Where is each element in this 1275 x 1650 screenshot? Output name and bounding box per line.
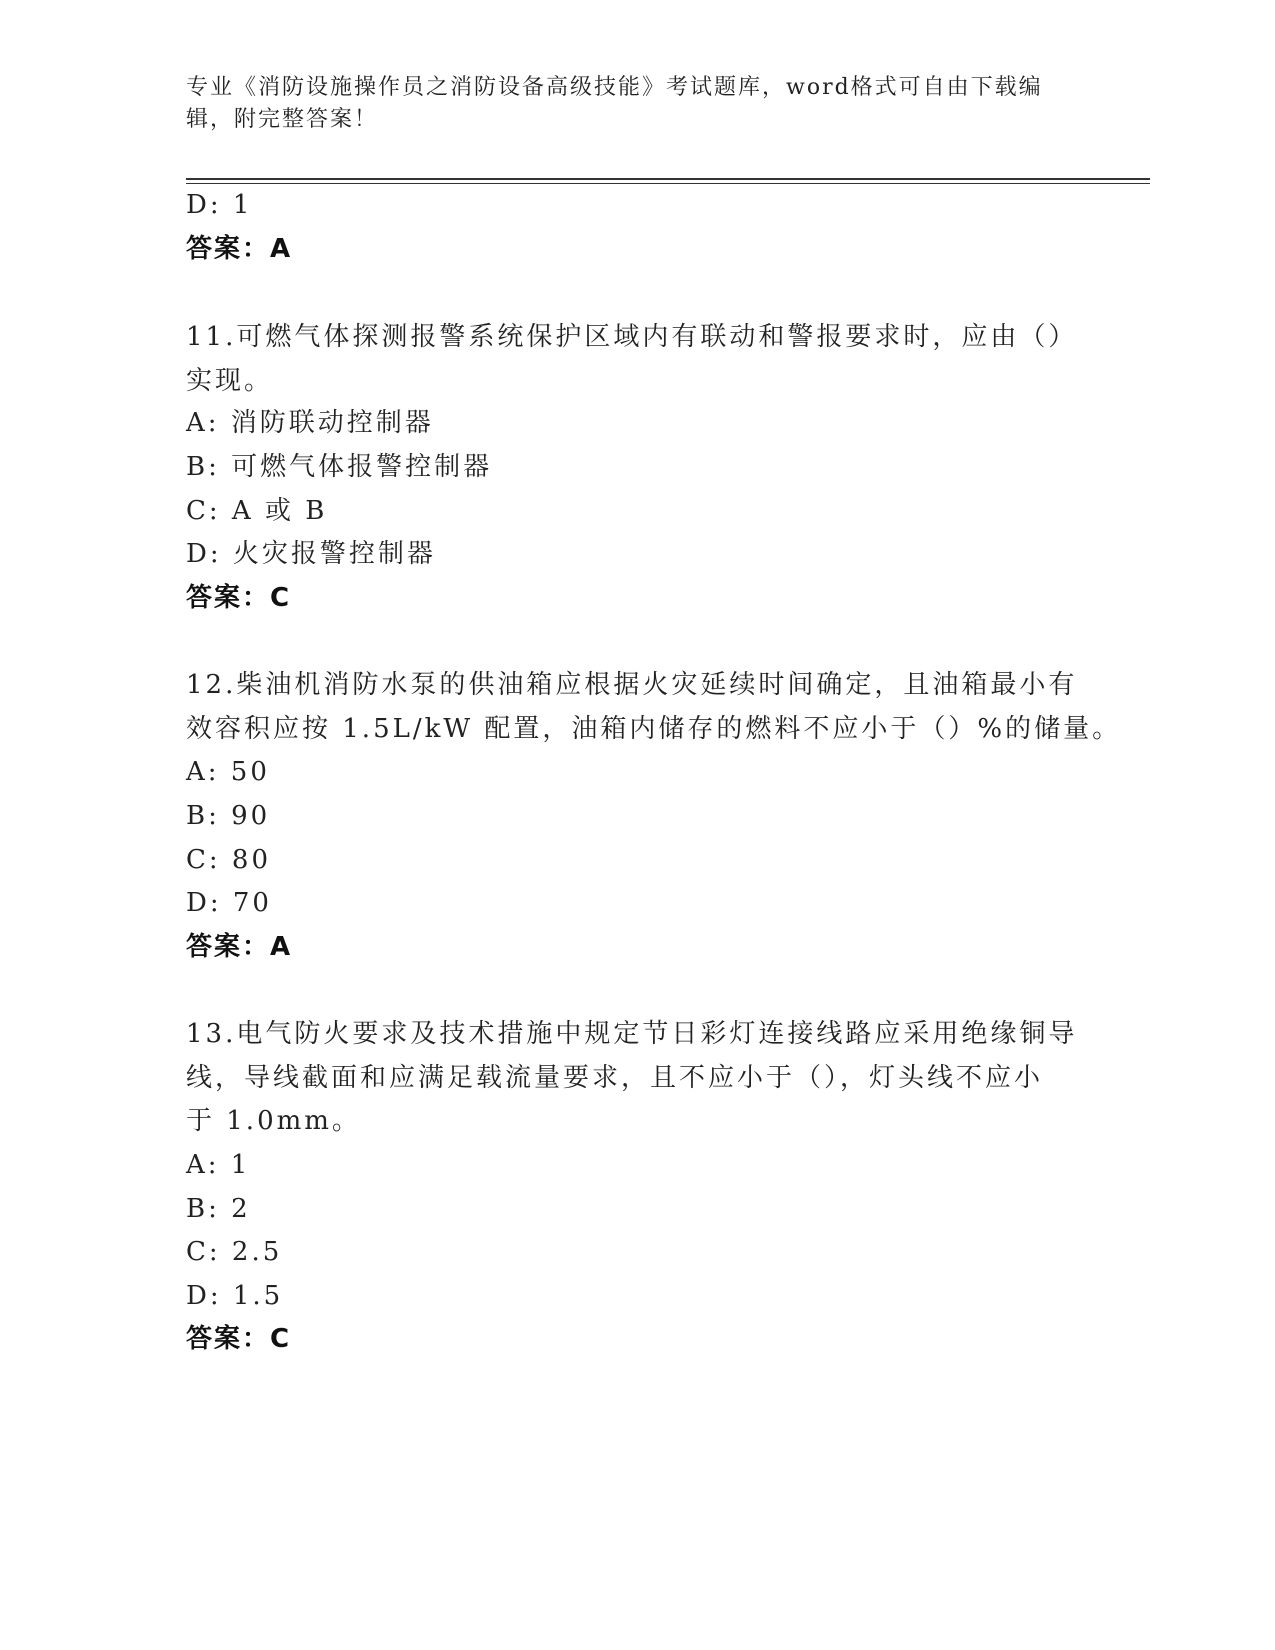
q12-option-b: B: 90 — [186, 801, 271, 831]
q13-stem-line-3: 于 1.0mm。 — [186, 1106, 361, 1136]
q12-option-a: A: 50 — [186, 757, 270, 787]
q13-option-c: C: 2.5 — [186, 1237, 283, 1267]
q11-stem-line-2: 实现。 — [186, 366, 274, 396]
q12-stem-line-1: 12.柴油机消防水泵的供油箱应根据火灾延续时间确定，且油箱最小有 — [186, 670, 1078, 700]
q11-option-b: B: 可燃气体报警控制器 — [186, 452, 493, 482]
q12-answer: 答案：A — [186, 932, 293, 962]
q11-stem-line-1: 11.可燃气体探测报警系统保护区域内有联动和警报要求时，应由（） — [186, 322, 1078, 352]
q12-option-d: D: 70 — [186, 888, 272, 918]
q13-answer: 答案：C — [186, 1324, 292, 1354]
q13-stem-line-1: 13.电气防火要求及技术措施中规定节日彩灯连接线路应采用绝缘铜导 — [186, 1019, 1078, 1049]
q13-option-d: D: 1.5 — [186, 1281, 284, 1311]
header-line-1: 专业《消防设施操作员之消防设备高级技能》考试题库，word格式可自由下载编 — [186, 75, 1043, 100]
q12-stem-line-2: 效容积应按 1.5L/kW 配置，油箱内储存的燃料不应小于（）%的储量。 — [186, 714, 1122, 744]
q13-option-a: A: 1 — [186, 1150, 251, 1180]
q11-answer: 答案：C — [186, 583, 292, 613]
header-divider-thin — [186, 183, 1150, 184]
q11-option-a: A: 消防联动控制器 — [186, 408, 434, 438]
q13-option-b: B: 2 — [186, 1194, 251, 1224]
q11-option-d: D: 火灾报警控制器 — [186, 539, 436, 569]
q12-option-c: C: 80 — [186, 845, 272, 875]
header-divider-thick — [186, 178, 1150, 180]
q11-option-c: C: A 或 B — [186, 496, 328, 526]
document-header — [186, 72, 1086, 136]
header-line-2: 辑，附完整答案！ — [186, 107, 379, 132]
prev-answer: 答案：A — [186, 234, 293, 264]
prev-option-d: D: 1 — [186, 190, 253, 220]
q13-stem-line-2: 线，导线截面和应满足载流量要求，且不应小于（），灯头线不应小 — [186, 1063, 1044, 1093]
